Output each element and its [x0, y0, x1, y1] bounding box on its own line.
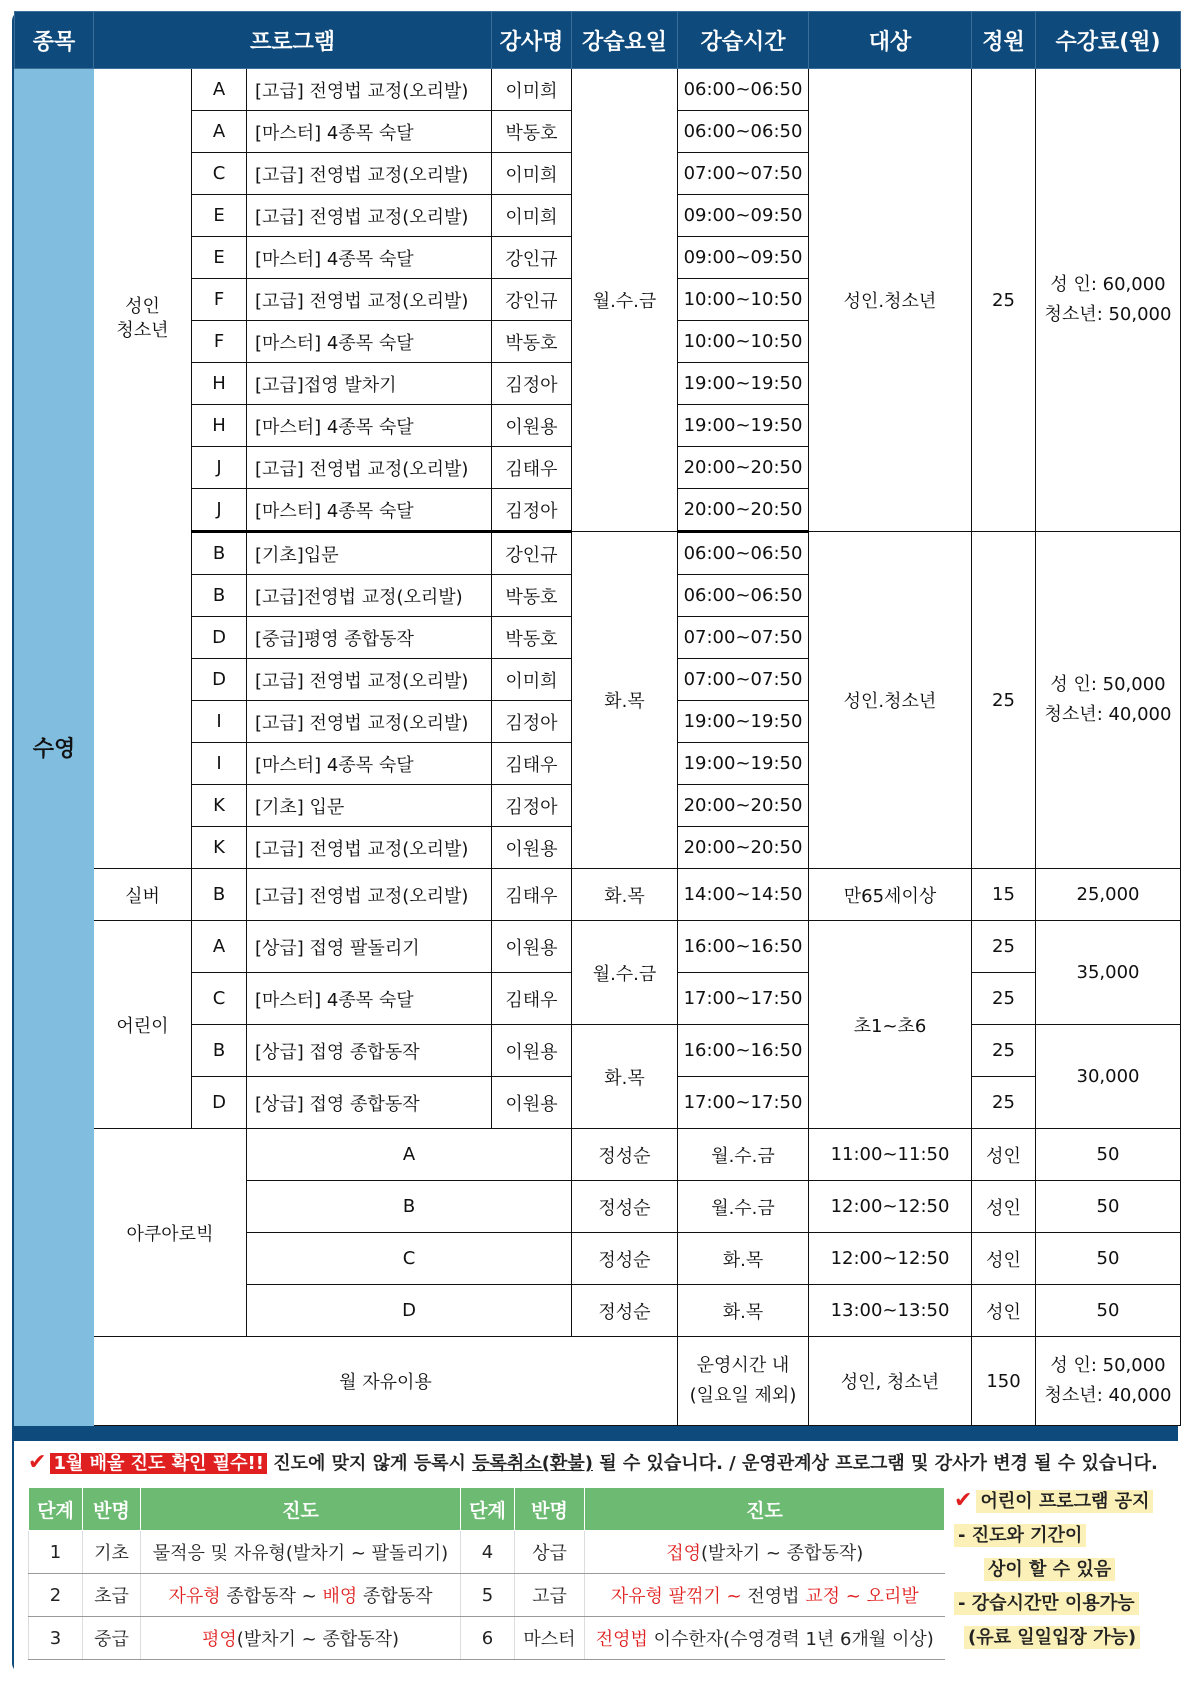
class-time: 10:00~10:50: [678, 321, 809, 363]
class-code: F: [192, 279, 247, 321]
class-capacity: 15: [972, 869, 1036, 921]
notice-text-1: 진도에 맞지 않게 등록시: [266, 1453, 473, 1474]
class-time: 10:00~10:50: [678, 279, 809, 321]
class-time: 07:00~07:50: [678, 153, 809, 195]
instructor-name: 이원용: [492, 1077, 572, 1129]
class-code: K: [192, 785, 247, 827]
fee-line: 성 인: 50,000: [1050, 674, 1166, 695]
class-code: D: [192, 1077, 247, 1129]
group-aqua: 아쿠아로빅: [94, 1129, 247, 1337]
class-code: I: [192, 743, 247, 785]
instructor-name: 박동호: [492, 575, 572, 617]
header-target: 대상: [809, 12, 972, 69]
header-time: 강습시간: [678, 12, 809, 69]
header-instructor: 강사명: [492, 12, 572, 69]
stage-header-step: 단계: [29, 1488, 83, 1531]
class-capacity: 25: [972, 532, 1036, 869]
kids-notice-title: 어린이 프로그램 공지: [976, 1490, 1153, 1513]
stage-red-text: 자유형: [168, 1586, 221, 1607]
class-capacity: 25: [972, 1077, 1036, 1129]
stage-step: 5: [461, 1574, 515, 1617]
class-code: A: [192, 69, 247, 111]
program-name: [마스터] 4종목 숙달: [247, 489, 492, 532]
class-code: E: [192, 237, 247, 279]
class-time: 06:00~06:50: [678, 111, 809, 153]
fee-line: 성 인: 50,000: [1050, 1355, 1166, 1376]
stage-red-text: 교정 ~ 오리발: [805, 1586, 919, 1607]
class-target: 성인: [972, 1233, 1036, 1285]
notice-text-2: 될 수 있습니다. / 운영관계상 프로그램 및 강사가 변경 될 수 있습니다.: [592, 1453, 1158, 1474]
class-time: 06:00~06:50: [678, 69, 809, 111]
program-name: [고급] 전영법 교정(오리발): [247, 153, 492, 195]
stage-header-step-2: 단계: [461, 1488, 515, 1531]
instructor-name: 이원용: [492, 827, 572, 869]
instructor-name: 정성순: [572, 1233, 678, 1285]
program-name: [상급] 접영 종합동작: [247, 1077, 492, 1129]
class-time: 20:00~20:50: [678, 447, 809, 489]
instructor-name: 김태우: [492, 973, 572, 1025]
fee-line: 청소년: 50,000: [1044, 304, 1172, 325]
program-name: [상급] 접영 팔돌리기: [247, 921, 492, 973]
instructor-name: 박동호: [492, 617, 572, 659]
instructor-name: 김태우: [492, 743, 572, 785]
stage-text: 종합동작: [357, 1586, 433, 1607]
program-name: [마스터] 4종목 숙달: [247, 111, 492, 153]
kids-notice-line: - 강습시간만 이용가능: [954, 1592, 1139, 1615]
instructor-name: 정성순: [572, 1285, 678, 1337]
header-days: 강습요일: [572, 12, 678, 69]
program-name: [기초]입문: [247, 532, 492, 575]
class-fee: [1036, 69, 1181, 532]
class-time: 06:00~06:50: [678, 575, 809, 617]
class-target: 성인.청소년: [809, 69, 972, 532]
class-target: 성인: [972, 1129, 1036, 1181]
stage-progress: 물적응 및 자유형(발차기 ~ 팔돌리기): [141, 1531, 461, 1574]
table-row: [15, 1129, 1181, 1181]
class-days: 월.수.금: [678, 1129, 809, 1181]
stage-red-text: 전영법: [595, 1629, 648, 1650]
stage-text: (발차기 ~ 종합동작): [700, 1543, 864, 1564]
instructor-name: 이미희: [492, 195, 572, 237]
stage-row: [29, 1617, 945, 1660]
class-time: 06:00~06:50: [678, 532, 809, 575]
class-code: B: [192, 1025, 247, 1077]
table-row: [15, 1337, 1181, 1426]
check-icon: ✔: [28, 1450, 47, 1475]
stage-text: 종합동작 ~: [220, 1586, 323, 1607]
class-fee: [1036, 532, 1181, 869]
program-name: [기초] 입문: [247, 785, 492, 827]
class-fee: 30,000: [1036, 1025, 1181, 1129]
program-name: [중급]평영 종합동작: [247, 617, 492, 659]
class-capacity: 50: [1036, 1233, 1181, 1285]
instructor-name: 박동호: [492, 321, 572, 363]
instructor-name: 이미희: [492, 153, 572, 195]
free-time-line: (일요일 제외): [689, 1385, 797, 1406]
class-code: A: [247, 1129, 572, 1181]
program-name: [고급]전영법 교정(오리발): [247, 575, 492, 617]
group-adult: [94, 69, 192, 869]
class-time: 11:00~11:50: [809, 1129, 972, 1181]
notice-line: [28, 1449, 1158, 1475]
program-name: [마스터] 4종목 숙달: [247, 321, 492, 363]
table-row: [15, 869, 1181, 921]
schedule-table: [14, 11, 1181, 1426]
program-name: [상급] 접영 종합동작: [247, 1025, 492, 1077]
class-days: 화.목: [572, 869, 678, 921]
stage-text: 전영법: [741, 1586, 806, 1607]
class-time: 19:00~19:50: [678, 743, 809, 785]
stage-header-class-2: 반명: [515, 1488, 585, 1531]
class-time: 17:00~17:50: [678, 1077, 809, 1129]
class-time: 16:00~16:50: [678, 1025, 809, 1077]
class-code: A: [192, 921, 247, 973]
class-time: 20:00~20:50: [678, 827, 809, 869]
stage-red-text: 자유형 팔꺾기 ~: [610, 1586, 742, 1607]
stage-red-text: 접영: [666, 1543, 701, 1564]
stage-header-progress-2: 진도: [585, 1488, 945, 1531]
instructor-name: 김정아: [492, 785, 572, 827]
stage-header-progress: 진도: [141, 1488, 461, 1531]
stage-step: 3: [29, 1617, 83, 1660]
instructor-name: 이원용: [492, 405, 572, 447]
stage-class: 고급: [515, 1574, 585, 1617]
instructor-name: 이미희: [492, 659, 572, 701]
fee-line: 성 인: 60,000: [1050, 274, 1166, 295]
instructor-name: 강인규: [492, 532, 572, 575]
class-capacity: 25: [972, 1025, 1036, 1077]
kids-notice: [954, 1487, 1184, 1657]
stage-row: [29, 1531, 945, 1574]
class-fee: 35,000: [1036, 921, 1181, 1025]
class-code: B: [192, 575, 247, 617]
class-time: 07:00~07:50: [678, 617, 809, 659]
stage-row: [29, 1574, 945, 1617]
class-time: 20:00~20:50: [678, 489, 809, 532]
class-capacity: 50: [1036, 1285, 1181, 1337]
instructor-name: 정성순: [572, 1129, 678, 1181]
program-name: [고급]접영 발차기: [247, 363, 492, 405]
stage-progress: [141, 1574, 461, 1617]
class-time: 19:00~19:50: [678, 701, 809, 743]
instructor-name: 이원용: [492, 1025, 572, 1077]
stage-step: 6: [461, 1617, 515, 1660]
free-time-line: 운영시간 내: [696, 1355, 790, 1376]
header-fee: 수강료(원): [1036, 12, 1181, 69]
program-name: [고급] 전영법 교정(오리발): [247, 701, 492, 743]
free-use-label: 월 자유이용: [94, 1337, 678, 1426]
class-fee: [1036, 1337, 1181, 1426]
class-code: B: [247, 1181, 572, 1233]
class-code: B: [192, 869, 247, 921]
stage-step: 2: [29, 1574, 83, 1617]
notes-section: [14, 1441, 1180, 1675]
stage-table: [28, 1487, 945, 1660]
group-kids: 어린이: [94, 921, 192, 1129]
program-name: [마스터] 4종목 숙달: [247, 973, 492, 1025]
class-time: 20:00~20:50: [678, 785, 809, 827]
class-code: H: [192, 405, 247, 447]
class-days: 월.수.금: [572, 921, 678, 1025]
program-name: [마스터] 4종목 숙달: [247, 743, 492, 785]
class-time: 12:00~12:50: [809, 1181, 972, 1233]
stage-class: 초급: [83, 1574, 141, 1617]
class-code: D: [192, 659, 247, 701]
group-silver: 실버: [94, 869, 192, 921]
kids-notice-line: (유료 일일입장 가능): [964, 1626, 1140, 1649]
program-name: [고급] 전영법 교정(오리발): [247, 279, 492, 321]
class-capacity: 50: [1036, 1129, 1181, 1181]
class-days: 화.목: [678, 1285, 809, 1337]
class-code: C: [247, 1233, 572, 1285]
instructor-name: 김정아: [492, 363, 572, 405]
class-days: 화.목: [572, 1025, 678, 1129]
program-name: [고급] 전영법 교정(오리발): [247, 869, 492, 921]
header-program: 프로그램: [94, 12, 492, 69]
class-fee: 25,000: [1036, 869, 1181, 921]
instructor-name: 강인규: [492, 237, 572, 279]
program-name: [고급] 전영법 교정(오리발): [247, 447, 492, 489]
program-name: [고급] 전영법 교정(오리발): [247, 195, 492, 237]
instructor-name: 강인규: [492, 279, 572, 321]
instructor-name: 이미희: [492, 69, 572, 111]
notice-highlight: 1월 배울 진도 확인 필수!!: [50, 1453, 267, 1474]
stage-class: 중급: [83, 1617, 141, 1660]
kids-notice-line: - 진도와 기간이: [954, 1524, 1086, 1547]
stage-header-class: 반명: [83, 1488, 141, 1531]
class-time: 09:00~09:50: [678, 195, 809, 237]
program-name: [고급] 전영법 교정(오리발): [247, 827, 492, 869]
check-icon: ✔: [954, 1488, 973, 1513]
class-code: I: [192, 701, 247, 743]
class-time: 17:00~17:50: [678, 973, 809, 1025]
class-code: H: [192, 363, 247, 405]
class-code: K: [192, 827, 247, 869]
stage-progress: [141, 1617, 461, 1660]
header-category: 종목: [15, 12, 94, 69]
stage-step: 4: [461, 1531, 515, 1574]
class-capacity: 25: [972, 69, 1036, 532]
free-use-time: [678, 1337, 809, 1426]
class-code: D: [192, 617, 247, 659]
instructor-name: 김태우: [492, 447, 572, 489]
instructor-name: 김태우: [492, 869, 572, 921]
instructor-name: 이원용: [492, 921, 572, 973]
stage-progress: [585, 1574, 945, 1617]
class-code: A: [192, 111, 247, 153]
stage-red-text: 배영: [322, 1586, 358, 1607]
stage-class: 마스터: [515, 1617, 585, 1660]
class-time: 19:00~19:50: [678, 405, 809, 447]
class-capacity: 50: [1036, 1181, 1181, 1233]
stage-class: 기초: [83, 1531, 141, 1574]
program-name: [고급] 전영법 교정(오리발): [247, 69, 492, 111]
stage-class: 상급: [515, 1531, 585, 1574]
class-capacity: 150: [972, 1337, 1036, 1426]
class-code: D: [247, 1285, 572, 1337]
class-time: 12:00~12:50: [809, 1233, 972, 1285]
class-time: 16:00~16:50: [678, 921, 809, 973]
class-days: 화.목: [572, 532, 678, 869]
fee-line: 청소년: 40,000: [1044, 704, 1172, 725]
stage-step: 1: [29, 1531, 83, 1574]
class-target: 초1~초6: [809, 921, 972, 1129]
fee-line: 청소년: 40,000: [1044, 1385, 1172, 1406]
class-target: 성인: [972, 1181, 1036, 1233]
kids-notice-line: 상이 할 수 있음: [984, 1558, 1115, 1581]
class-code: J: [192, 489, 247, 532]
class-code: J: [192, 447, 247, 489]
program-name: [마스터] 4종목 숙달: [247, 405, 492, 447]
class-time: 09:00~09:50: [678, 237, 809, 279]
program-name: [고급] 전영법 교정(오리발): [247, 659, 492, 701]
class-code: C: [192, 153, 247, 195]
class-code: B: [192, 532, 247, 575]
header-capacity: 정원: [972, 12, 1036, 69]
stage-text: (발차기 ~ 종합동작): [236, 1629, 400, 1650]
instructor-name: 정성순: [572, 1181, 678, 1233]
class-days: 월.수.금: [572, 69, 678, 532]
class-code: E: [192, 195, 247, 237]
table-row: [15, 921, 1181, 973]
class-code: F: [192, 321, 247, 363]
class-capacity: 25: [972, 921, 1036, 973]
class-target: 성인.청소년: [809, 532, 972, 869]
stage-text: 이수한자(수영경력 1년 6개월 이상): [647, 1629, 934, 1650]
class-days: 월.수.금: [678, 1181, 809, 1233]
program-name: [마스터] 4종목 숙달: [247, 237, 492, 279]
table-row: [15, 69, 1181, 111]
group-adult-label: 성인 청소년: [116, 295, 169, 341]
class-target: 성인: [972, 1285, 1036, 1337]
stage-progress: [585, 1531, 945, 1574]
stage-red-text: 평영: [201, 1629, 237, 1650]
class-time: 13:00~13:50: [809, 1285, 972, 1337]
instructor-name: 김정아: [492, 489, 572, 532]
class-time: 14:00~14:50: [678, 869, 809, 921]
class-target: 만65세이상: [809, 869, 972, 921]
notice-underline: 등록취소(환불): [472, 1453, 593, 1474]
category-swim: 수영: [15, 69, 94, 1426]
class-days: 화.목: [678, 1233, 809, 1285]
class-time: 07:00~07:50: [678, 659, 809, 701]
class-capacity: 25: [972, 973, 1036, 1025]
instructor-name: 김정아: [492, 701, 572, 743]
class-time: 19:00~19:50: [678, 363, 809, 405]
class-code: C: [192, 973, 247, 1025]
stage-progress: [585, 1617, 945, 1660]
class-target: 성인, 청소년: [809, 1337, 972, 1426]
instructor-name: 박동호: [492, 111, 572, 153]
